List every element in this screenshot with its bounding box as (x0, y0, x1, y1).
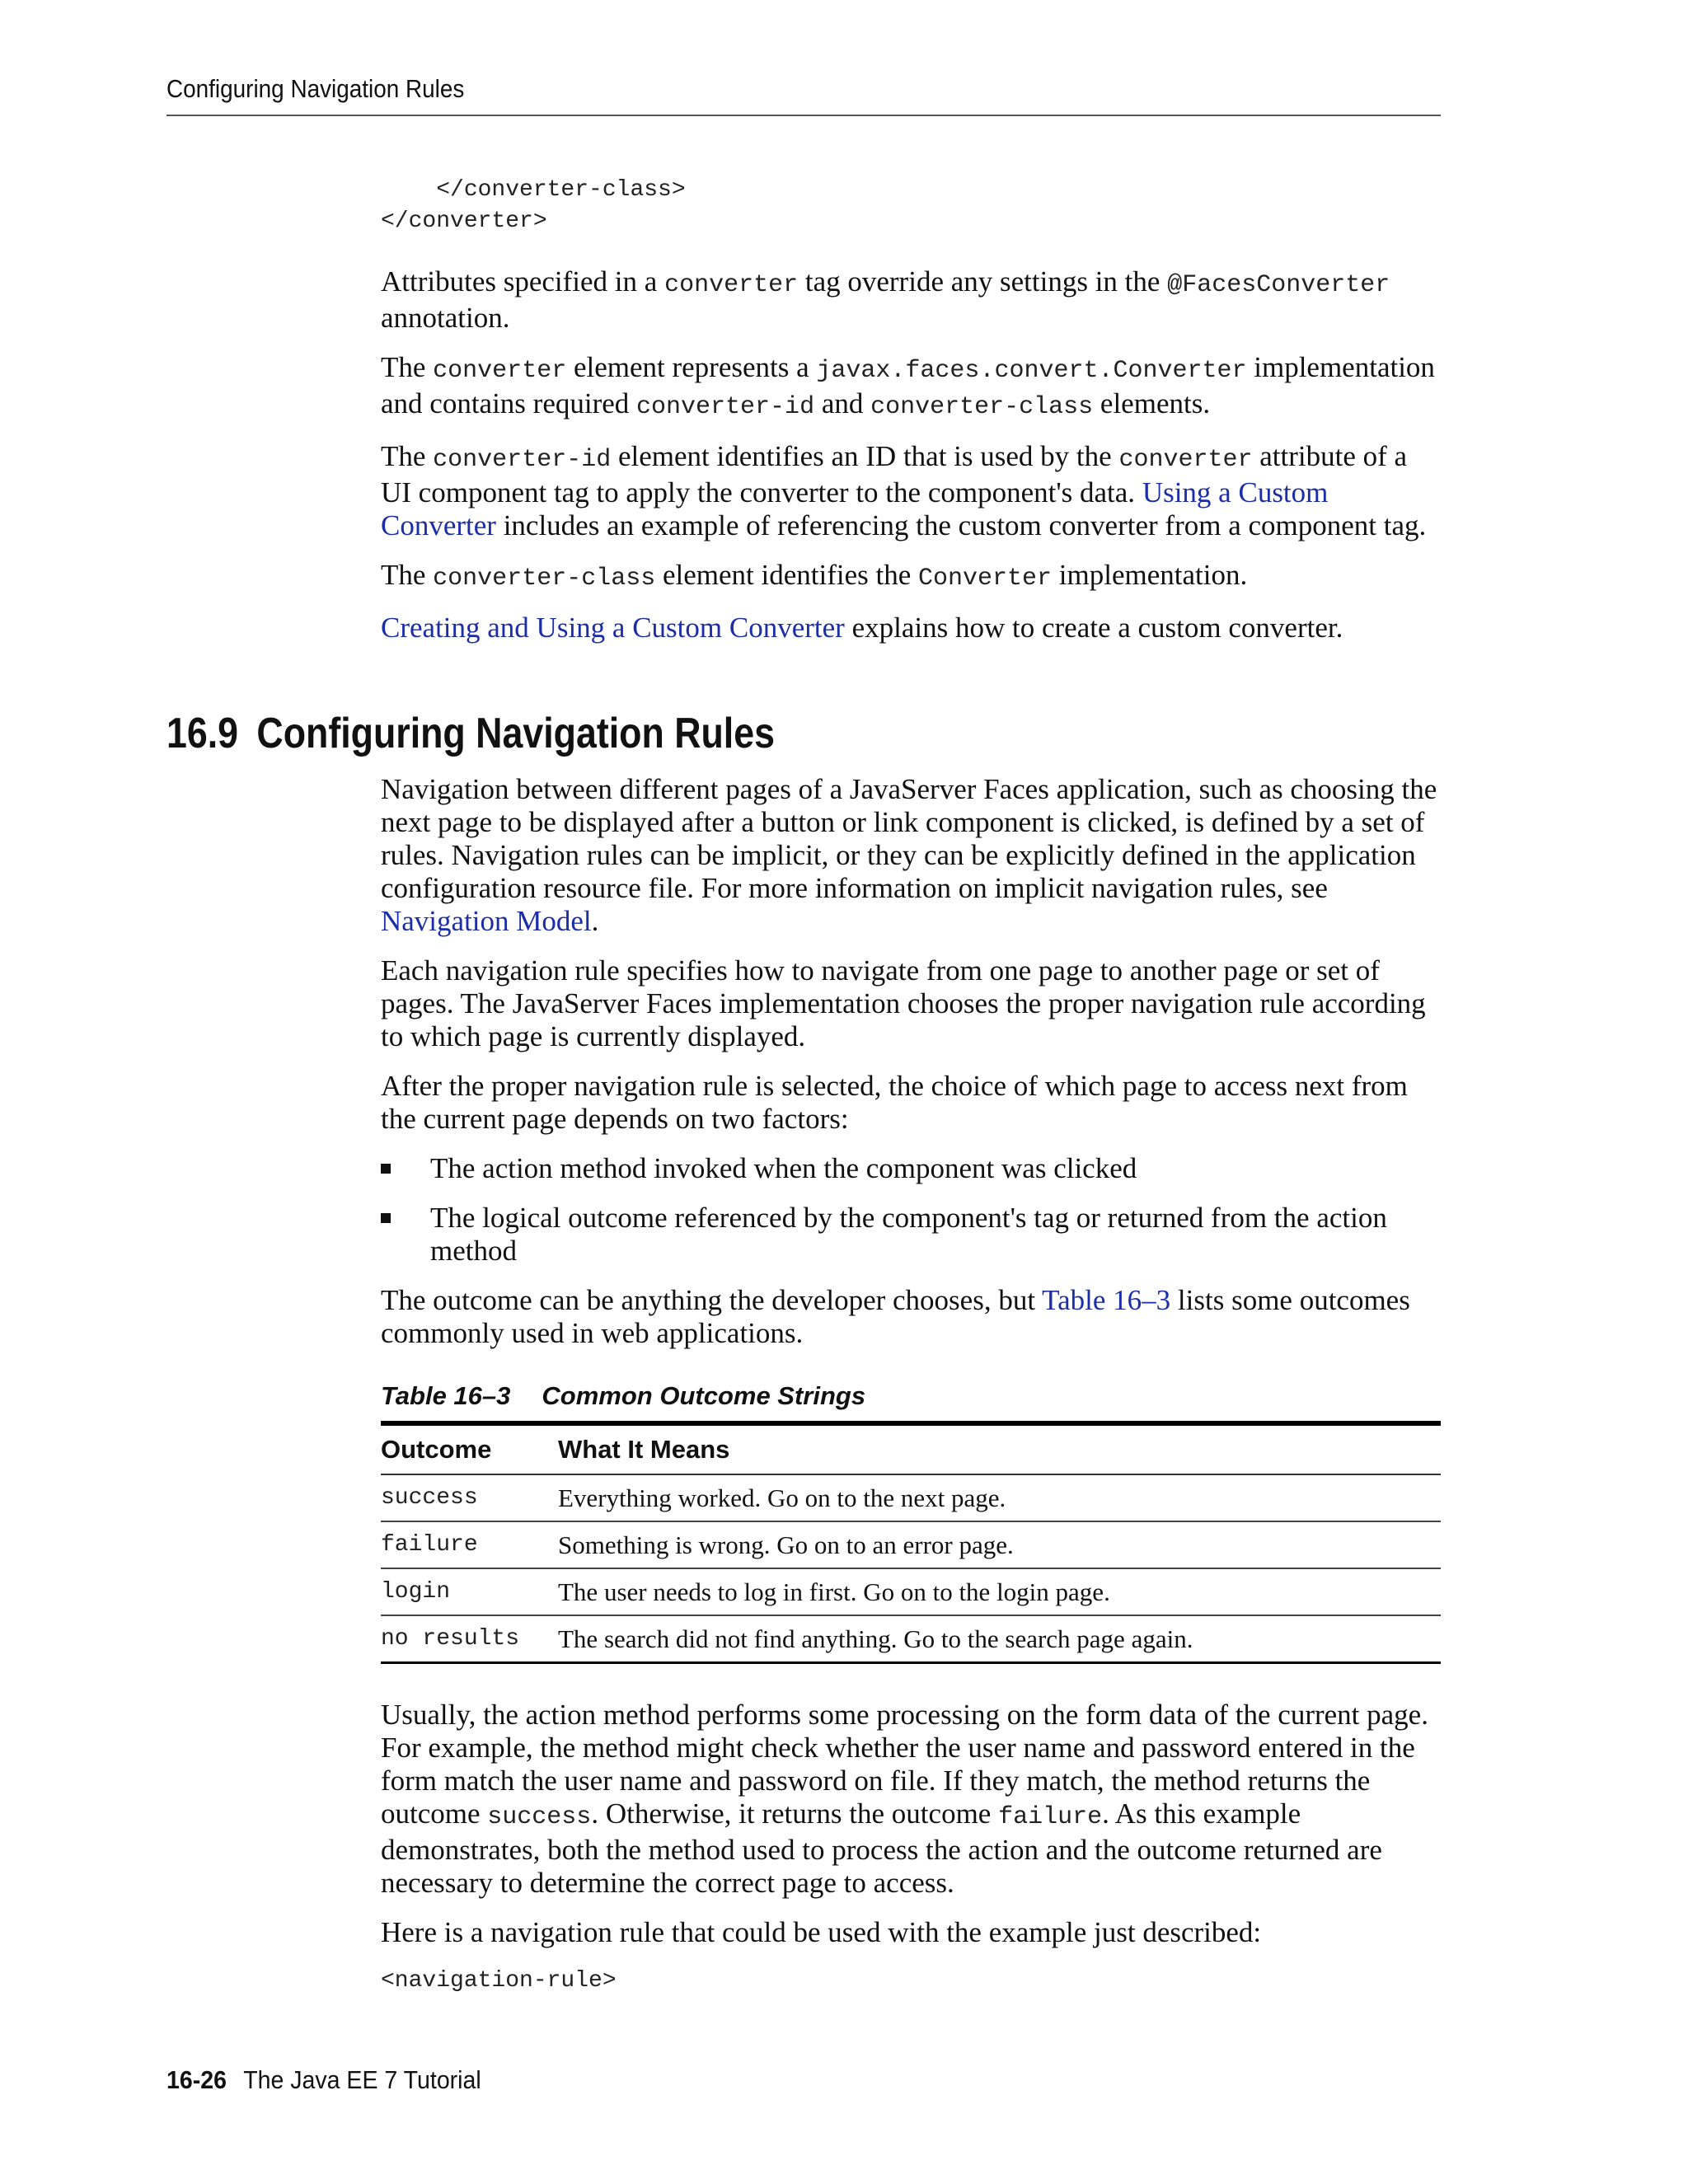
table-caption-title: Common Outcome Strings (542, 1381, 866, 1410)
section-number: 16.9 (166, 710, 239, 757)
inline-code: javax.faces.convert.Converter (816, 357, 1247, 385)
list-item: The logical outcome referenced by the component's tag or returned from the action method (381, 1202, 1444, 1268)
meaning-cell: The user needs to log in first. Go on to the login page. (558, 1568, 1441, 1615)
outcome-cell: success (381, 1474, 558, 1521)
link-table-16-3[interactable]: Table 16–3 (1042, 1284, 1171, 1316)
factor-list (381, 1152, 1444, 1268)
column-header-outcome: Outcome (381, 1423, 558, 1474)
outcome-table (381, 1421, 1441, 1664)
table-header-row (381, 1423, 1441, 1474)
code-block-bottom: <navigation-rule> (381, 1968, 617, 1994)
paragraph-navigation-intro: Navigation between different pages of a JavaServer Faces application, such as choosing the next page to be displayed after a button or link component is clicked, is defined by a set of rules. Navigation rules can be implicit, or they can be explicitly defined in the application configuration resource file. For more information on implicit navigation rules, see Navigation Model. (381, 773, 1437, 937)
table-row (381, 1615, 1441, 1663)
inline-code: converter-id (433, 446, 612, 474)
outcome-cell: no results (381, 1615, 558, 1663)
paragraph-converter-class: The converter-class element identifies the Converter implementation. (381, 559, 1248, 593)
inline-code: converter (433, 357, 567, 385)
paragraph-factors: After the proper navigation rule is selected, the choice of which page to access next from the current page depends on two factors: (381, 1070, 1408, 1135)
meaning-cell: The search did not find anything. Go to the search page again. (558, 1615, 1441, 1663)
paragraph-converter-element: The converter element represents a javax.faces.convert.Converter implementation and contains required converter-id and converter-class elements. (381, 351, 1435, 421)
meaning-cell: Everything worked. Go on to the next page. (558, 1474, 1441, 1521)
inline-code: @FacesConverter (1167, 271, 1390, 299)
list-item: The action method invoked when the component was clicked (381, 1152, 1444, 1185)
bullet-square-icon (381, 1213, 391, 1223)
bullet-square-icon (381, 1164, 391, 1174)
link-creating-custom-converter[interactable]: Creating and Using a Custom Converter (381, 612, 845, 644)
paragraph-attributes: Attributes specified in a converter tag override any settings in the @FacesConverter annotation. (381, 265, 1390, 334)
table-caption (381, 1381, 1444, 1411)
table-row (381, 1521, 1441, 1568)
page-footer (166, 2065, 481, 2095)
code-block-top (381, 175, 1444, 237)
paragraph-creating-converter: Creating and Using a Custom Converter explains how to create a custom converter. (381, 612, 1343, 644)
section-heading (166, 709, 775, 758)
outcome-cell: failure (381, 1521, 558, 1568)
page-number: 16-26 (166, 2065, 227, 2094)
book-title: The Java EE 7 Tutorial (243, 2065, 481, 2094)
link-navigation-model[interactable]: Navigation Model (381, 905, 592, 937)
paragraph-example-intro: Here is a navigation rule that could be used with the example just described: (381, 1916, 1262, 1948)
paragraph-navigation-rule: Each navigation rule specifies how to navigate from one page to another page or set of pages. The JavaServer Faces implementation chooses the proper navigation rule according to which page is currently displayed. (381, 954, 1426, 1052)
header-rule (166, 115, 1441, 116)
inline-code: converter (664, 271, 799, 299)
inline-code: Converter (918, 565, 1053, 593)
inline-code: converter-class (433, 565, 656, 593)
running-header-title: Configuring Navigation Rules (166, 74, 465, 103)
paragraph-converter-id: The converter-id element identifies an ID that is used by the converter attribute of a UI component tag to apply the converter to the component's data. Using a Custom Converter includes an example of referencing the custom converter from a component tag. (381, 440, 1427, 541)
table-row (381, 1474, 1441, 1521)
inline-code: converter-id (636, 393, 815, 421)
link-using-custom-converter[interactable]: Using a Custom Converter (381, 476, 1329, 541)
paragraph-outcome: The outcome can be anything the developer chooses, but Table 16–3 lists some outcomes commonly used in web applications. (381, 1284, 1410, 1349)
inline-code: converter (1118, 446, 1253, 474)
paragraph-group-top (381, 265, 1444, 644)
meaning-cell: Something is wrong. Go on to an error page. (558, 1521, 1441, 1568)
inline-code: success (487, 1803, 592, 1831)
column-header-meaning: What It Means (558, 1423, 1441, 1474)
code-line: </converter> (381, 209, 547, 234)
outcome-cell: login (381, 1568, 558, 1615)
inline-code: converter-class (870, 393, 1094, 421)
table-row (381, 1568, 1441, 1615)
code-line: </converter-class> (381, 177, 686, 203)
section-title: Configuring Navigation Rules (256, 710, 775, 757)
section-body (381, 773, 1444, 1997)
inline-code: failure (998, 1803, 1103, 1831)
table-caption-number: Table 16–3 (381, 1381, 511, 1410)
paragraph-action-method: Usually, the action method performs some processing on the form data of the current page. For example, the method might check whether the user name and password entered in the form match the user name and password on file. If they match, the method returns the outcome success. Otherwise, it returns the outcome failure. As this example demonstrates, both the method used to process the action and the outcome returned are necessary to determine the correct page to access. (381, 1699, 1428, 1899)
